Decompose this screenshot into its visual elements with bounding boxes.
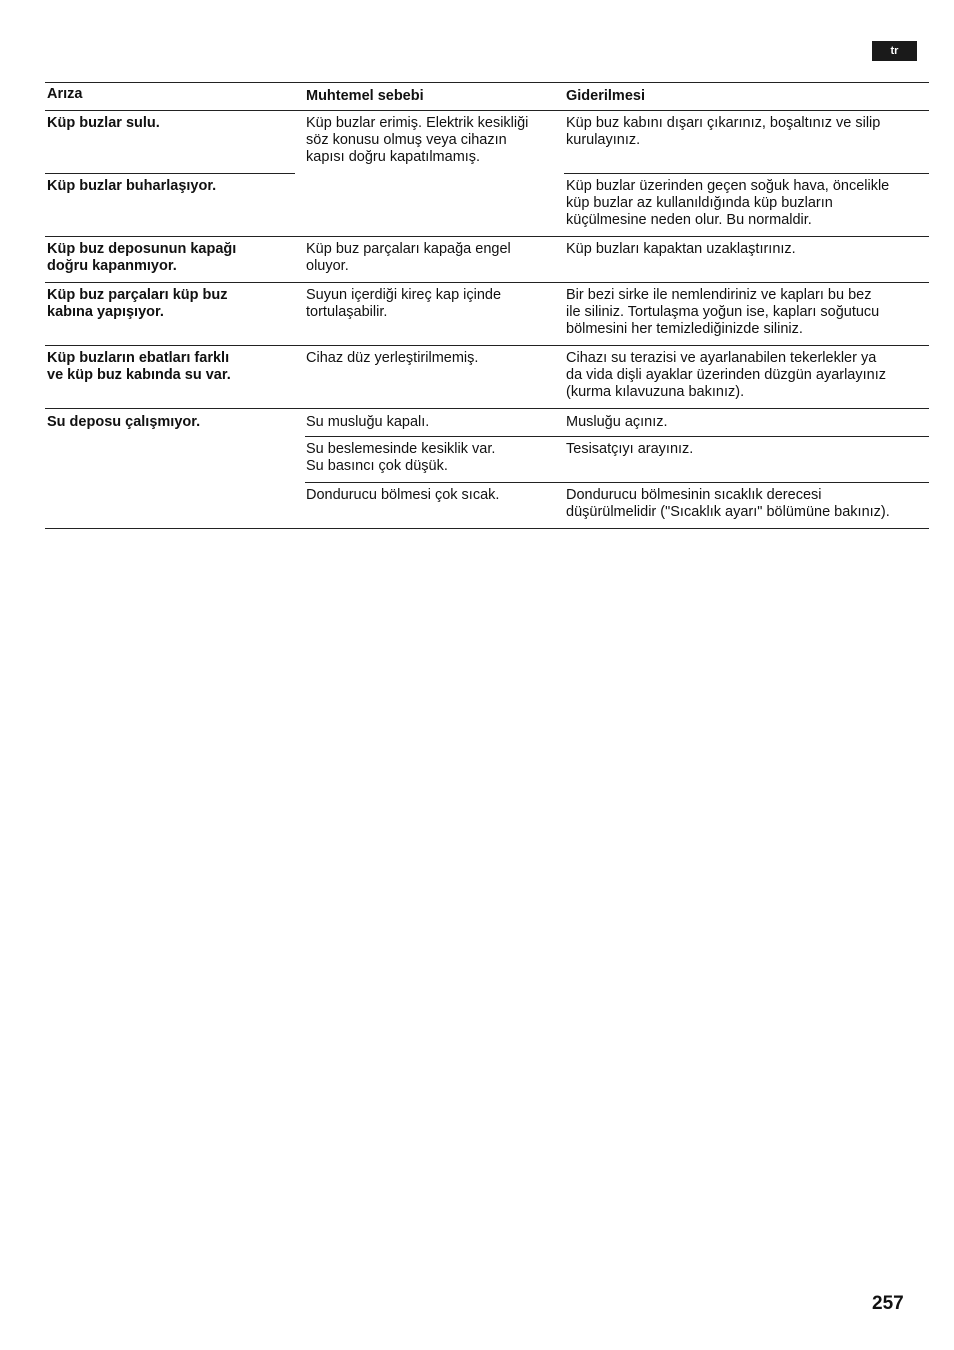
table-row-fault: Küp buz deposunun kapağı doğru kapanmıyor. [47, 241, 237, 274]
table-row-remedy: Dondurucu bölmesinin sıcaklık derecesi düşürülmelidir ("Sıcaklık ayarı" bölümüne bakınız). [566, 487, 890, 520]
table-row-cause: Su musluğu kapalı. [306, 414, 430, 430]
table-row-remedy: Küp buzları kapaktan uzaklaştırınız. [566, 241, 796, 257]
table-row-fault: Küp buzların ebatları farklı ve küp buz kabında su var. [47, 350, 231, 383]
table-row-cause: Suyun içerdiği kireç kap içinde tortulaşabilir. [306, 287, 502, 320]
row-divider [305, 482, 929, 483]
row-divider [45, 345, 929, 346]
header-divider [45, 110, 929, 111]
table-row-fault: Küp buz parçaları küp buz kabına yapışıyor. [47, 287, 228, 320]
table-row-cause: Küp buzlar erimiş. Elektrik kesikliği söz konusu olmuş veya cihazın kapısı doğru kapatılmamış. [306, 115, 529, 165]
table-row-fault: Su deposu çalışmıyor. [47, 414, 201, 430]
row-divider [45, 236, 929, 237]
table-row-remedy: Küp buz kabını dışarı çıkarınız, boşaltınız ve silip kurulayınız. [566, 115, 881, 148]
table-bottom-border [45, 528, 929, 529]
table-row-remedy: Cihazı su terazisi ve ayarlanabilen tekerlekler ya da vida dişli ayaklar üzerinden düzgün ayarlayınız (kurma kılavuzuna bakınız). [566, 350, 886, 400]
table-row-cause: Küp buz parçaları kapağa engel oluyor. [306, 241, 511, 274]
table-row-cause: Su beslemesinde kesiklik var. Su basıncı çok düşük. [306, 441, 496, 474]
row-divider [45, 173, 295, 174]
language-badge: tr [872, 41, 917, 61]
table-row-remedy: Musluğu açınız. [566, 414, 668, 430]
row-divider [305, 436, 929, 437]
table-row-remedy: Küp buzlar üzerinden geçen soğuk hava, öncelikle küp buzlar az kullanıldığında küp buzların küçülmesine neden olur. Bu normaldir. [566, 178, 890, 228]
table-row-remedy: Tesisatçıyı arayınız. [566, 441, 694, 457]
row-divider [45, 408, 929, 409]
table-row-fault: Küp buzlar sulu. [47, 115, 160, 131]
table-row-remedy: Bir bezi sirke ile nemlendiriniz ve kapları bu bez ile siliniz. Tortulaşma yoğun ise, kapları soğutucu bölmesini her temizlediğinizde siliniz. [566, 287, 880, 337]
header-fault: Arıza [47, 86, 83, 102]
table-top-border [45, 82, 929, 83]
table-row-fault: Küp buzlar buharlaşıyor. [47, 178, 217, 194]
header-cause: Muhtemel sebebi [306, 88, 424, 104]
page-number: 257 [872, 1293, 904, 1314]
row-divider [564, 173, 929, 174]
table-row-cause: Cihaz düz yerleştirilmemiş. [306, 350, 479, 366]
header-remedy: Giderilmesi [566, 88, 645, 104]
table-row-cause: Dondurucu bölmesi çok sıcak. [306, 487, 500, 503]
row-divider [45, 282, 929, 283]
